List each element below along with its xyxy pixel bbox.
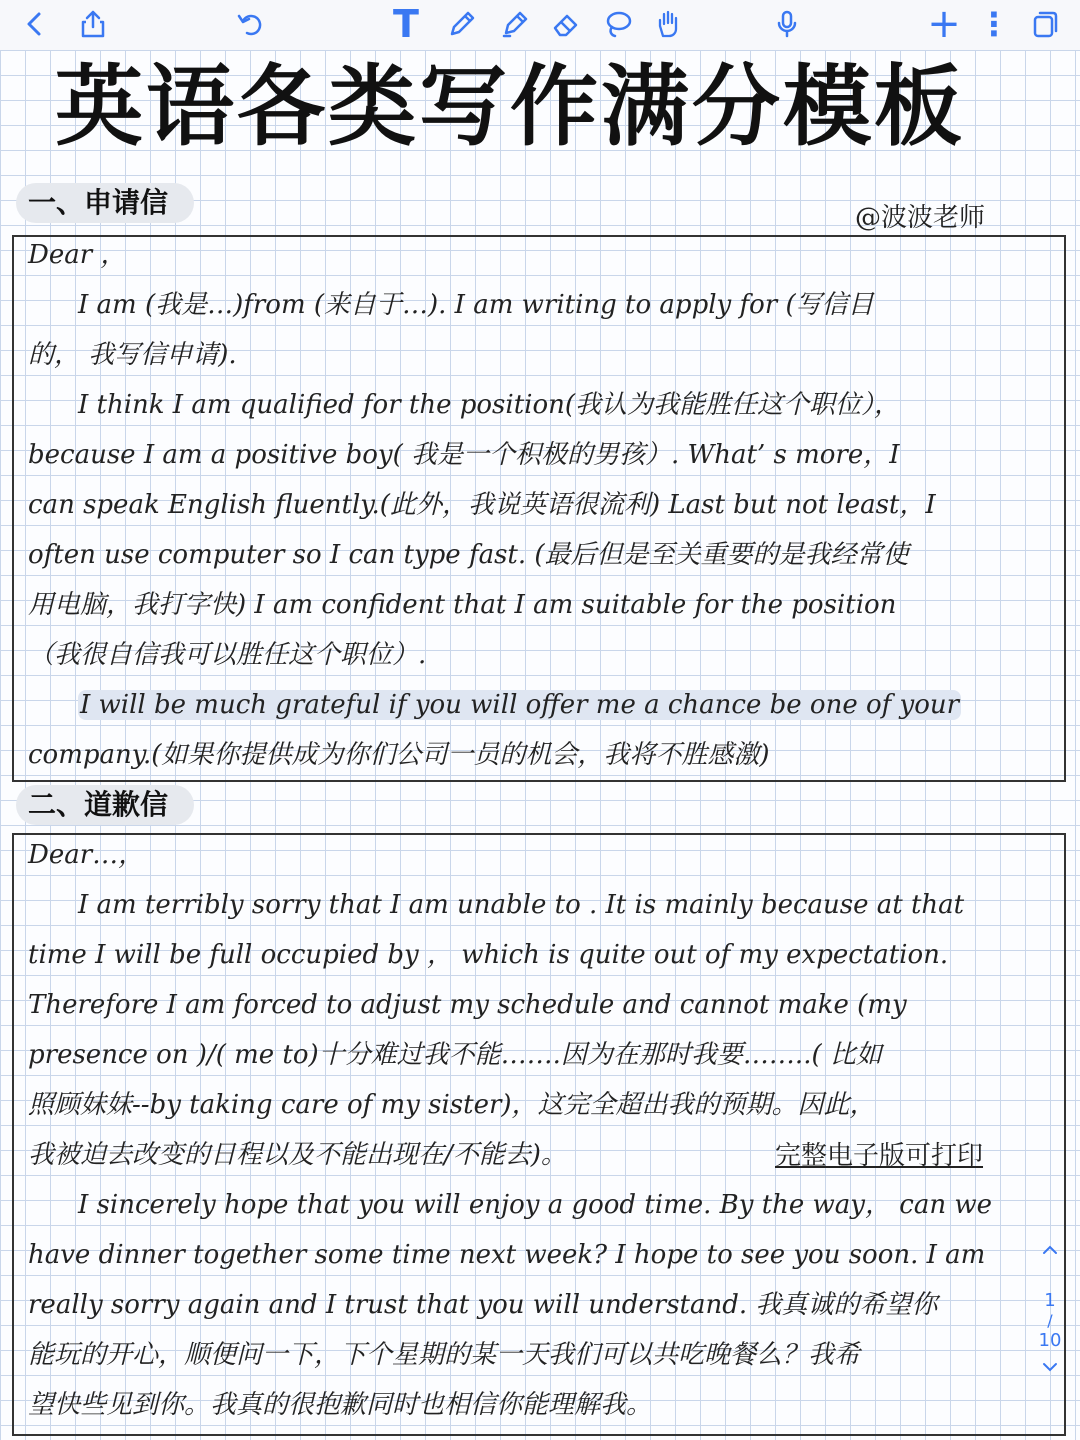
lasso-icon[interactable] bbox=[598, 4, 638, 44]
section-label-application: 一、申请信 bbox=[16, 183, 194, 223]
author-handle: @波波老师 bbox=[855, 203, 986, 233]
back-icon[interactable] bbox=[15, 4, 55, 44]
letter-line: often use computer so I can type fast. (最后但是至关重要的是我经常使 bbox=[28, 540, 909, 570]
letter-line: I sincerely hope that you will enjoy a good time. By the way， can we bbox=[78, 1190, 992, 1220]
letter-line: company.(如果你提供成为你们公司一员的机会，我将不胜感激) bbox=[28, 740, 770, 770]
pages-icon[interactable] bbox=[1025, 4, 1065, 44]
eraser-icon[interactable] bbox=[546, 4, 586, 44]
letter-line: 望快些见到你。我真的很抱歉同时也相信你能理解我。 bbox=[28, 1390, 653, 1420]
highlighter-icon[interactable] bbox=[495, 4, 535, 44]
total-page-number: 10 bbox=[1038, 1330, 1062, 1351]
pen-icon[interactable] bbox=[442, 4, 482, 44]
letter-line: can speak English fluently.(此外，我说英语很流利) Last but not least，I bbox=[28, 490, 936, 520]
letter-line bbox=[78, 680, 961, 730]
page-title: 英语各类写作满分模板 bbox=[55, 55, 966, 158]
letter-line: because I am a positive boy( 我是一个积极的男孩）. What’ s more，I bbox=[28, 440, 900, 470]
microphone-icon[interactable] bbox=[767, 4, 807, 44]
share-icon[interactable] bbox=[73, 4, 113, 44]
letter-line: 能玩的开心，顺便问一下，下个星期的某一天我们可以共吃晚餐么？我希 bbox=[28, 1340, 861, 1370]
letter-line: Dear…， bbox=[28, 840, 145, 870]
more-icon[interactable]: ⋮ bbox=[978, 5, 1010, 43]
letter-line: Therefore I am forced to adjust my schedule and cannot make (my bbox=[28, 990, 907, 1020]
letter-line: really sorry again and I trust that you will understand. 我真诚的希望你 bbox=[28, 1290, 938, 1320]
chevron-down-icon[interactable] bbox=[1030, 1357, 1070, 1393]
letter-line: I am terribly sorry that I am unable to . It is mainly because at that bbox=[78, 890, 965, 920]
print-version-link[interactable]: 完整电子版可打印 bbox=[775, 1141, 984, 1171]
letter-line: Dear ， bbox=[28, 240, 127, 270]
highlighted-phrase: I will be much grateful if you will offer me a chance be one of your bbox=[80, 690, 960, 720]
section-label-apology: 二、道歉信 bbox=[16, 785, 194, 825]
text-tool-icon[interactable]: T bbox=[393, 2, 419, 46]
hand-icon[interactable] bbox=[649, 4, 689, 44]
toolbar bbox=[0, 0, 1080, 50]
letter-line: （我很自信我可以胜任这个职位）. bbox=[28, 640, 427, 670]
letter-line: have dinner together some time next week? I hope to see you soon. I am bbox=[28, 1240, 986, 1270]
add-icon[interactable]: + bbox=[927, 1, 961, 47]
letter-line: 我被迫去改变的日程以及不能出现在/不能去)。 bbox=[28, 1140, 567, 1170]
letter-line: I am (我是…)from (来自于…). I am writing to apply for (写信目 bbox=[78, 290, 874, 320]
letter-line: 的， 我写信申请). bbox=[28, 340, 237, 370]
current-page-number: 1 bbox=[1044, 1290, 1056, 1311]
undo-icon[interactable] bbox=[230, 4, 270, 44]
letter-line: 照顾妹妹--by taking care of my sister)，这完全超出我的预期。因此， bbox=[28, 1090, 876, 1120]
letter-line: 用电脑，我打字快) I am confident that I am suitable for the position bbox=[28, 590, 897, 620]
letter-line: presence on )/( me to)十分难过我不能…….因为在那时我要……..( 比如 bbox=[28, 1040, 882, 1070]
page-separator: / bbox=[1047, 1311, 1053, 1330]
page-navigator bbox=[1030, 1240, 1070, 1400]
letter-line: time I will be full occupied by ， which is quite out of my expectation. bbox=[28, 940, 949, 970]
letter-line: I think I am qualified for the position(我认为我能胜任这个职位）， bbox=[78, 390, 900, 420]
chevron-up-icon[interactable] bbox=[1030, 1240, 1070, 1276]
